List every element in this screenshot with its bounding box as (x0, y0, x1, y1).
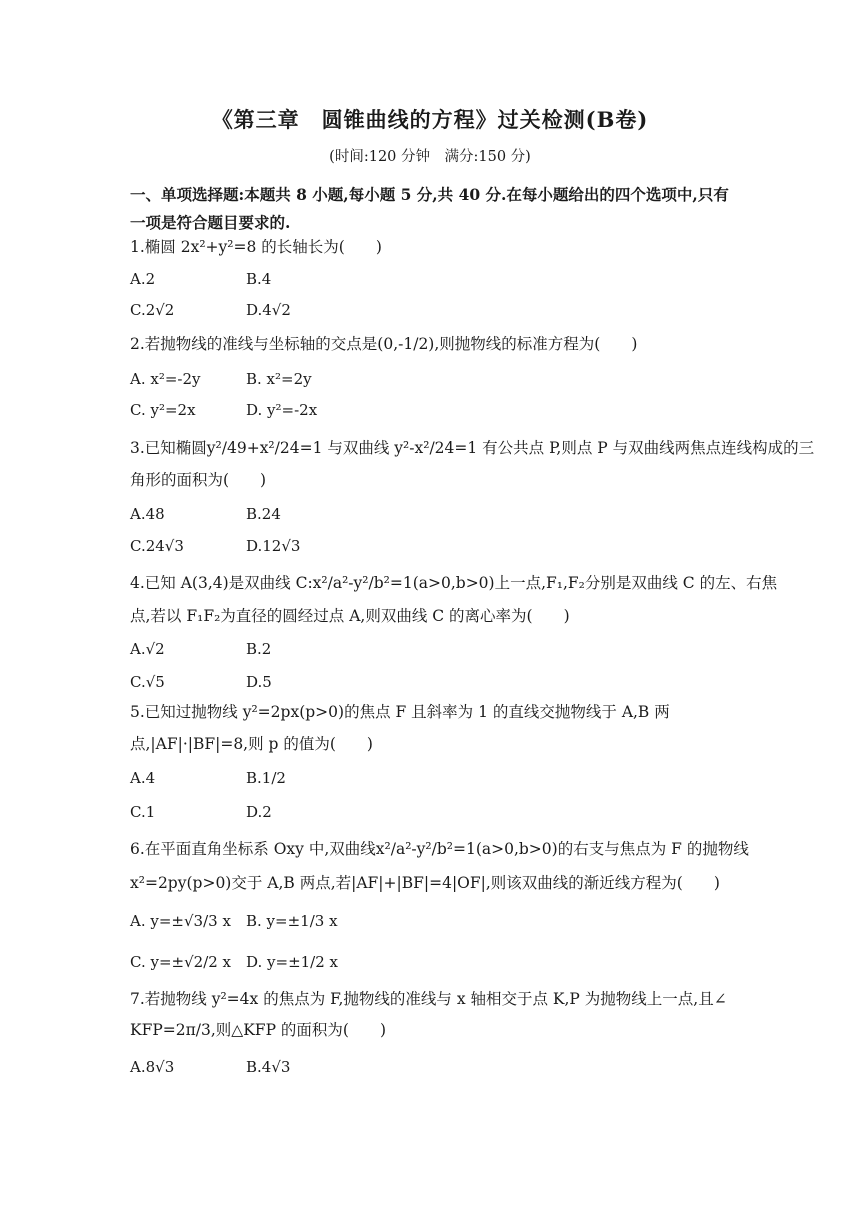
question-3-option-d: D.12√3 (246, 537, 301, 555)
question-4-option-c: C.√5 (130, 673, 165, 691)
page-title: 《第三章 圆锥曲线的方程》过关检测(B卷) (211, 107, 649, 132)
question-5-stem-line-1: 5.已知过抛物线 y²=2px(p>0)的焦点 F 且斜率为 1 的直线交抛物线于 A,B 两 (130, 703, 670, 721)
question-3-stem-line-2: 角形的面积为( ) (130, 471, 267, 489)
question-5-option-b: B.1/2 (246, 769, 286, 787)
question-5-option-c: C.1 (130, 803, 156, 821)
section-heading-line-1: 一、单项选择题:本题共 8 小题,每小题 5 分,共 40 分.在每小题给出的四个选项中,只有 (130, 185, 729, 204)
question-4-stem-line-2: 点,若以 F₁F₂为直径的圆经过点 A,则双曲线 C 的离心率为( ) (130, 607, 570, 625)
question-7-option-b: B.4√3 (246, 1058, 291, 1076)
question-6-option-a: A. y=±√3/3 x (130, 912, 231, 930)
section-heading-line-2: 一项是符合题目要求的. (130, 213, 291, 232)
question-4-option-b: B.2 (246, 640, 272, 658)
question-3-option-c: C.24√3 (130, 537, 184, 555)
question-7-option-a: A.8√3 (130, 1058, 175, 1076)
question-1-option-a: A.2 (130, 270, 156, 288)
question-7-stem-line-1: 7.若抛物线 y²=4x 的焦点为 F,抛物线的准线与 x 轴相交于点 K,P 为抛物线上一点,且∠ (130, 990, 727, 1008)
question-5-option-a: A.4 (130, 769, 156, 787)
question-7-stem-line-2: KFP=2π/3,则△KFP 的面积为( ) (130, 1021, 387, 1039)
question-6-option-c: C. y=±√2/2 x (130, 953, 232, 971)
question-6-stem-line-2: x²=2py(p>0)交于 A,B 两点,若|AF|+|BF|=4|OF|,则该双曲线的渐近线方程为( ) (130, 874, 720, 892)
question-6-option-b: B. y=±1/3 x (246, 912, 338, 930)
question-2-option-d: D. y²=-2x (246, 401, 318, 419)
question-5-stem-line-2: 点,|AF|·|BF|=8,则 p 的值为( ) (130, 735, 373, 753)
question-3-stem-line-1: 3.已知椭圆y²/49+x²/24=1 与双曲线 y²-x²/24=1 有公共点 P,则点 P 与双曲线两焦点连线构成的三 (130, 439, 815, 457)
question-6-stem-line-1: 6.在平面直角坐标系 Oxy 中,双曲线x²/a²-y²/b²=1(a>0,b>0)的右支与焦点为 F 的抛物线 (130, 840, 749, 858)
question-2-option-c: C. y²=2x (130, 401, 196, 419)
question-2-option-b: B. x²=2y (246, 370, 312, 388)
exam-time-score: (时间:120 分钟 满分:150 分) (329, 149, 531, 165)
question-3-option-a: A.48 (130, 505, 165, 523)
question-6-option-d: D. y=±1/2 x (246, 953, 339, 971)
question-2-option-a: A. x²=-2y (130, 370, 201, 388)
question-4-stem-line-1: 4.已知 A(3,4)是双曲线 C:x²/a²-y²/b²=1(a>0,b>0)上一点,F₁,F₂分别是双曲线 C 的左、右焦 (130, 574, 778, 592)
question-1-stem: 1.椭圆 2x²+y²=8 的长轴长为( ) (130, 238, 382, 256)
question-1-option-b: B.4 (246, 270, 272, 288)
question-1-option-d: D.4√2 (246, 301, 291, 319)
question-2-stem: 2.若抛物线的准线与坐标轴的交点是(0,-1/2),则抛物线的标准方程为( ) (130, 335, 638, 353)
question-5-option-d: D.2 (246, 803, 272, 821)
question-4-option-d: D.5 (246, 673, 272, 691)
question-3-option-b: B.24 (246, 505, 281, 523)
question-1-option-c: C.2√2 (130, 301, 175, 319)
question-4-option-a: A.√2 (130, 640, 165, 658)
